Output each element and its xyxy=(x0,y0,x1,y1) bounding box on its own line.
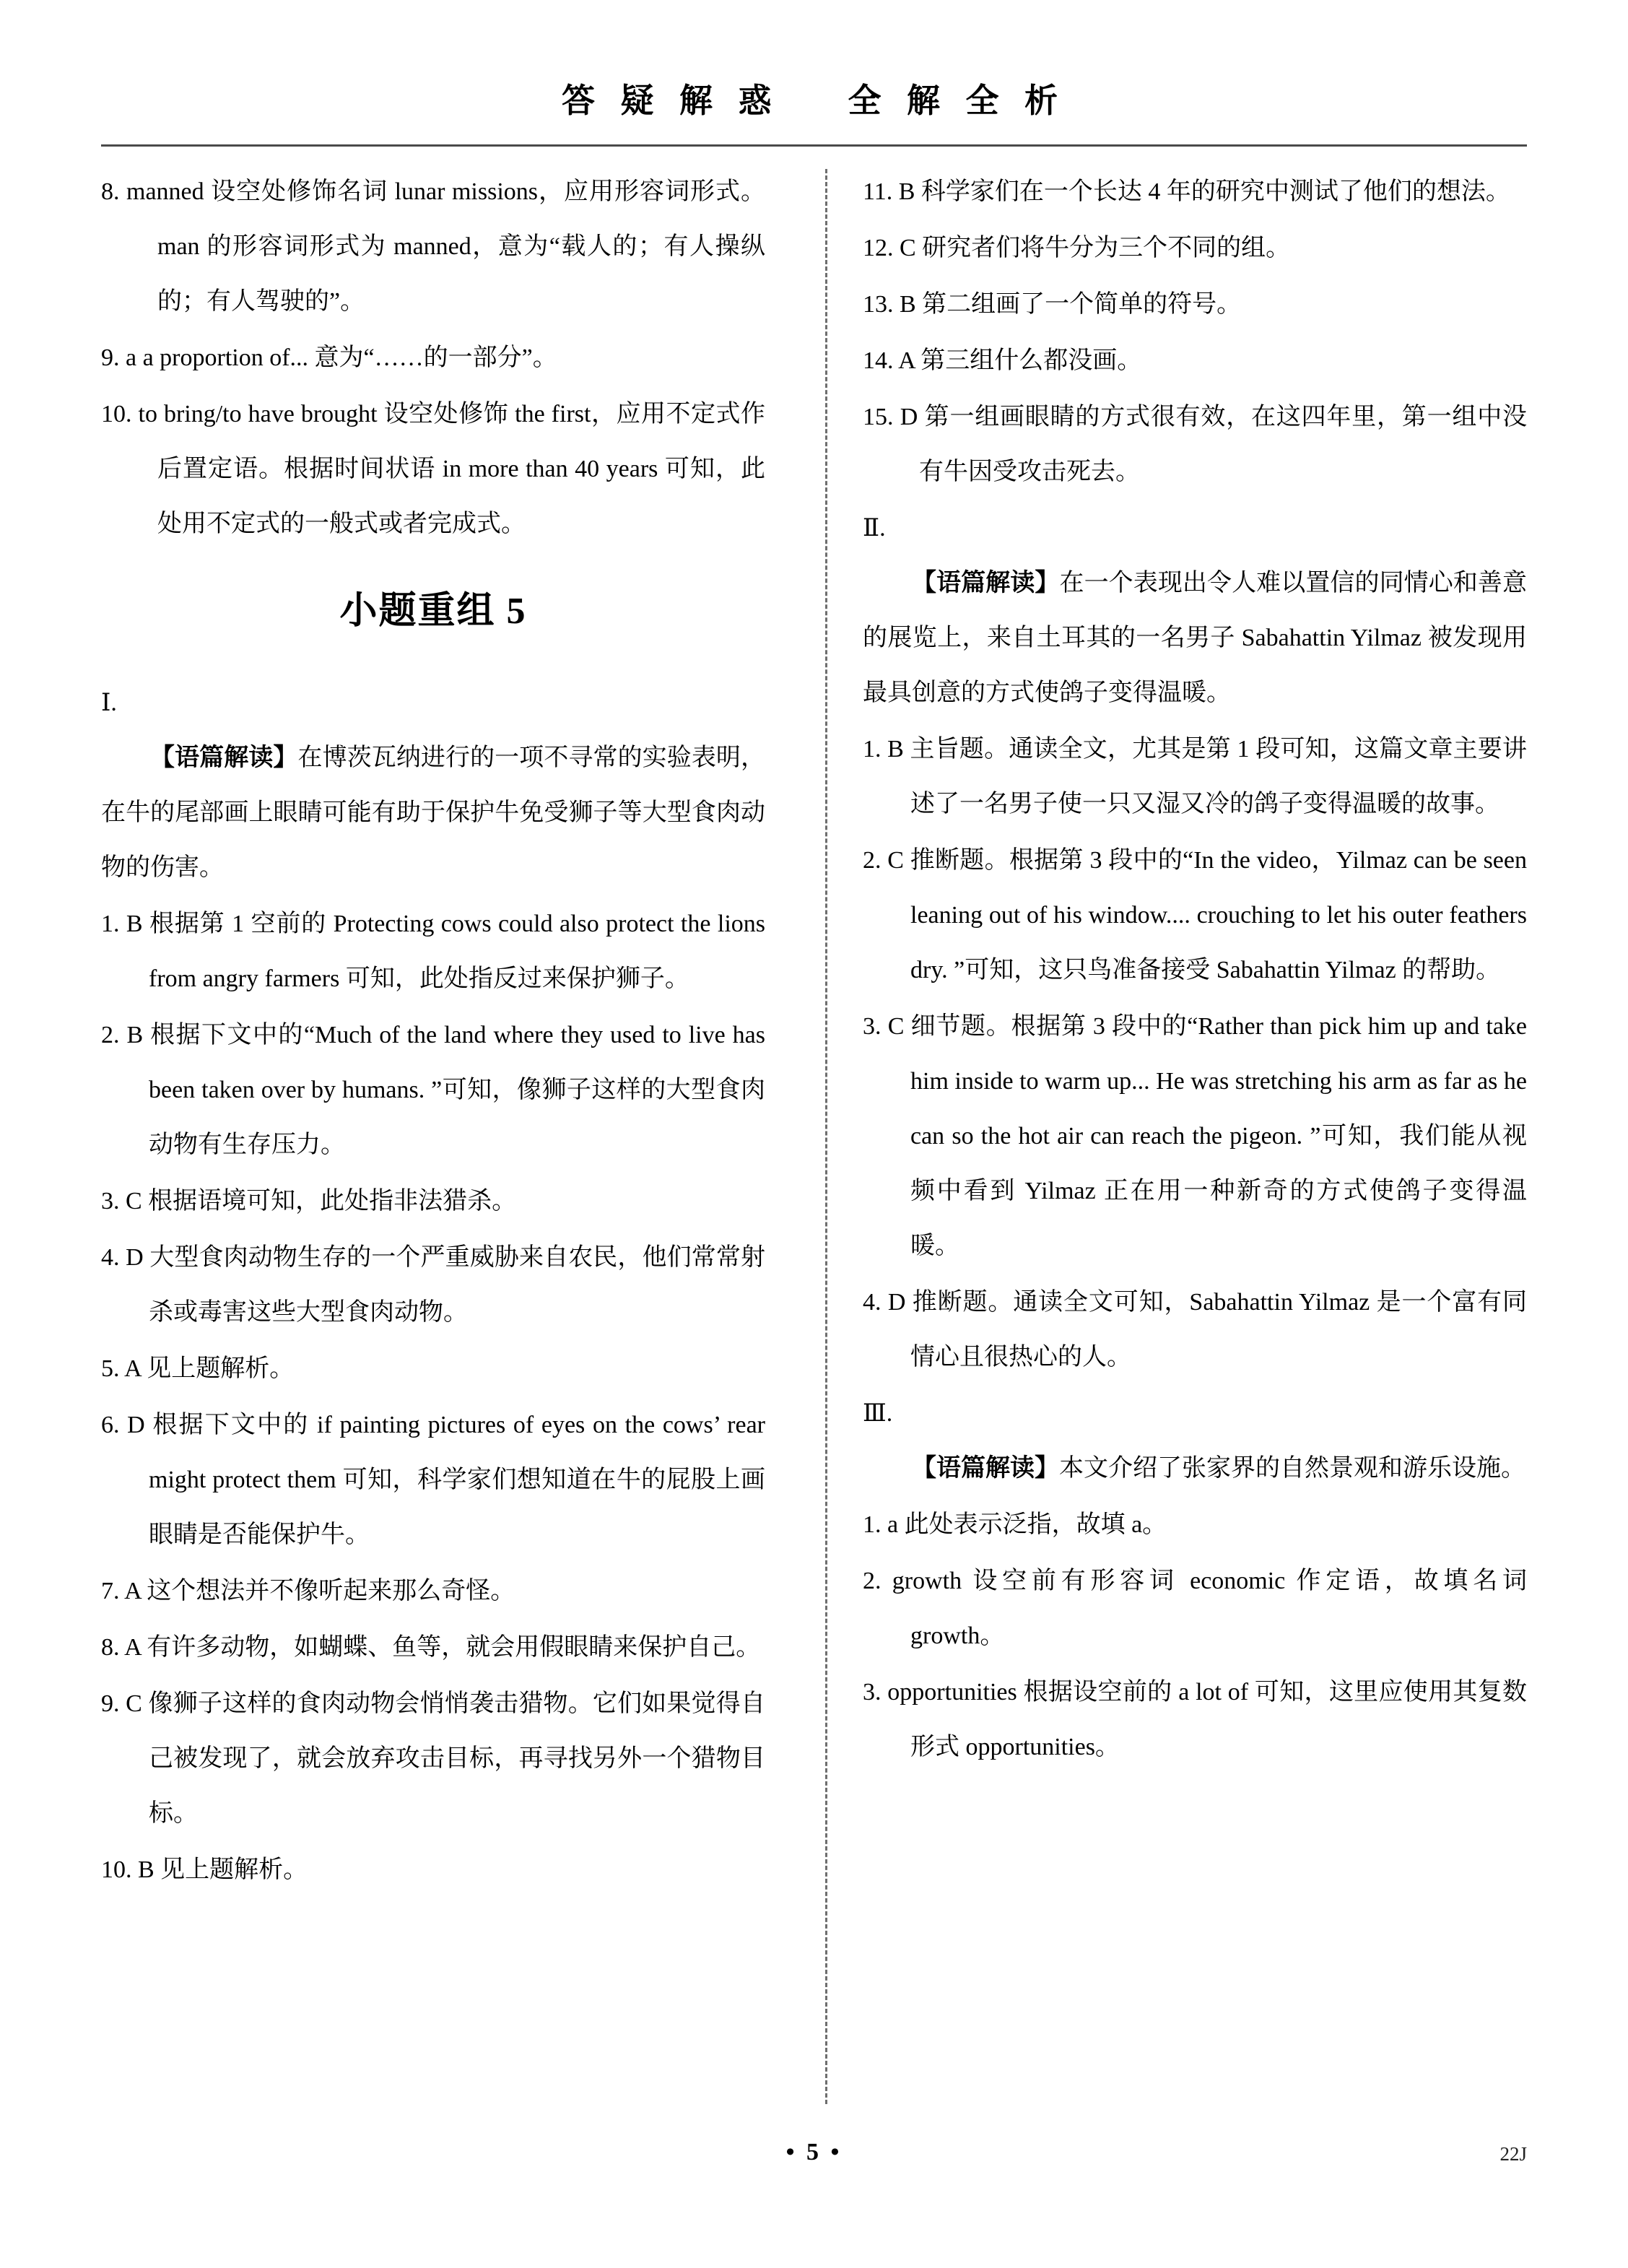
reading-guide-tag: 【语篇解读】 xyxy=(150,744,298,771)
answer-item: 4. D 推断题。通读全文可知，Sabahattin Yilmaz 是一个富有同情心且很热心的人。 xyxy=(863,1289,1527,1370)
reading-guide-text: 在一个表现出令人难以置信的同情心和善意的展览上，来自土耳其的一名男子 Sabahattin Yilmaz 被发现用最具创意的方式使鸽子变得温暖。 xyxy=(863,570,1527,706)
answer-item: 3. C 细节题。根据第 3 段中的“Rather than pick him up and take him inside to warm up... He was stretching his arm as far as he can so the hot air can reach the pigeon. ”可知，我们能从视频中看到 Yilmaz 正在用一种新奇的方式使鸽子变得温暖。 xyxy=(863,1013,1527,1259)
edition-code: 22J xyxy=(1499,2143,1527,2165)
answer-item: 8. A 有许多动物，如蝴蝶、鱼等，就会用假眼睛来保护自己。 xyxy=(101,1634,761,1661)
answer-item: 14. A 第三组什么都没画。 xyxy=(863,347,1142,374)
answer-item: 8. manned 设空处修饰名词 lunar missions，应用形容词形式。man 的形容词形式为 manned，意为“载人的；有人操纵的；有人驾驶的”。 xyxy=(101,178,765,315)
page-header xyxy=(101,81,1527,121)
answer-item: 1. a 此处表示泛指，故填 a。 xyxy=(863,1511,1167,1538)
section-heading: 小题重组 5 xyxy=(339,591,527,632)
part-label-one: Ⅰ. xyxy=(101,690,117,716)
reading-guide-paragraph xyxy=(863,1441,1527,1496)
part-label-three: Ⅲ. xyxy=(863,1400,893,1427)
left-column xyxy=(101,165,765,2107)
answer-item: 3. C 根据语境可知，此处指非法猎杀。 xyxy=(101,1188,517,1215)
page-title: 答 疑 解 惑 全 解 全 析 xyxy=(562,82,1066,119)
header-divider-rule xyxy=(101,144,1527,147)
answer-item: 10. B 见上题解析。 xyxy=(101,1856,308,1883)
answer-item: 2. C 推断题。根据第 3 段中的“In the video，Yilmaz can be seen leaning out of his window.... crouching to let his outer feathers dry. ”可知，这只鸟准备接受 Sabahattin Yilmaz 的帮助。 xyxy=(863,847,1527,983)
answer-item: 3. opportunities 根据设空前的 a lot of 可知，这里应使用其复数形式 opportunities。 xyxy=(863,1679,1527,1760)
answer-item: 13. B 第二组画了一个简单的符号。 xyxy=(863,291,1242,318)
right-column xyxy=(863,165,1527,2107)
reading-guide-text: 在博茨瓦纳进行的一项不寻常的实验表明，在牛的尾部画上眼睛可能有助于保护牛免受狮子等大型食肉动物的伤害。 xyxy=(101,744,765,881)
answer-item: 15. D 第一组画眼睛的方式很有效，在这四年里，第一组中没有牛因受攻击死去。 xyxy=(863,404,1527,485)
answer-item: 9. a a proportion of... 意为“……的一部分”。 xyxy=(101,344,557,371)
part-label-two: Ⅱ. xyxy=(863,515,886,542)
answer-item: 2. B 根据下文中的“Much of the land where they used to live has been taken over by humans. ”可知，像狮子这样的大型食肉动物有生存压力。 xyxy=(101,1022,765,1158)
answer-item: 11. B 科学家们在一个长达 4 年的研究中测试了他们的想法。 xyxy=(863,178,1510,205)
reading-guide-tag: 【语篇解读】 xyxy=(912,570,1060,596)
answer-item: 2. growth 设空前有形容词 economic 作定语，故填名词 growth。 xyxy=(863,1568,1527,1649)
answer-item: 10. to bring/to have brought 设空处修饰 the first，应用不定式作后置定语。根据时间状语 in more than 40 years 可知，此处用不定式的一般式或者完成式。 xyxy=(101,401,765,537)
reading-guide-tag: 【语篇解读】 xyxy=(912,1455,1059,1482)
page-footer xyxy=(101,2139,1527,2182)
answer-item: 6. D 根据下文中的 if painting pictures of eyes on the cows’ rear might protect them 可知，科学家们想知道在牛的屁股上画眼睛是否能保护牛。 xyxy=(101,1412,765,1548)
answer-item: 5. A 见上题解析。 xyxy=(101,1355,295,1382)
two-column-body xyxy=(101,165,1527,2107)
answer-item: 4. D 大型食肉动物生存的一个严重威胁来自农民，他们常常射杀或毒害这些大型食肉动物。 xyxy=(101,1244,765,1326)
reading-guide-paragraph xyxy=(863,556,1527,721)
answer-item: 7. A 这个想法并不像听起来那么奇怪。 xyxy=(101,1578,515,1604)
page-number: • 5 • xyxy=(785,2139,843,2165)
reading-guide-paragraph xyxy=(101,731,765,895)
column-divider-dashed xyxy=(825,169,827,2104)
answer-item: 1. B 主旨题。通读全文，尤其是第 1 段可知，这篇文章主要讲述了一名男子使一只又湿又冷的鸽子变得温暖的故事。 xyxy=(863,736,1527,817)
answer-item: 12. C 研究者们将牛分为三个不同的组。 xyxy=(863,235,1291,261)
reading-guide-text: 本文介绍了张家界的自然景观和游乐设施。 xyxy=(1059,1455,1525,1482)
answer-item: 9. C 像狮子这样的食肉动物会悄悄袭击猎物。它们如果觉得自己被发现了，就会放弃攻击目标，再寻找另外一个猎物目标。 xyxy=(101,1690,765,1827)
answer-item: 1. B 根据第 1 空前的 Protecting cows could also protect the lions from angry farmers 可知，此处指反过来保护狮子。 xyxy=(101,911,765,992)
